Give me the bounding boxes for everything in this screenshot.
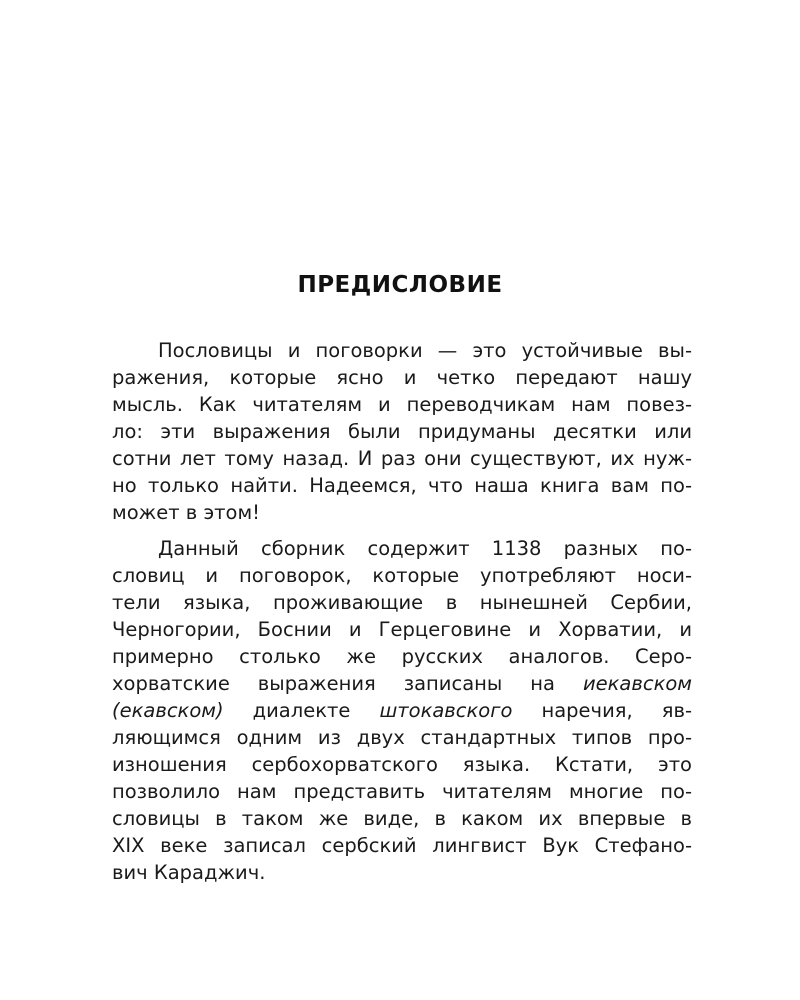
text-line: примерно столько же русских аналогов. Серо- <box>112 645 692 668</box>
text-line: сотни лет тому назад. И раз они существуют, их нуж- <box>112 447 692 470</box>
text-line: тели языка, проживающие в нынешней Сербии, <box>112 591 692 614</box>
text-line: Черногории, Боснии и Герцеговине и Хорватии, и <box>112 618 692 641</box>
italic-term: иекавском <box>582 672 693 695</box>
text-line: Данный сборник содержит 1138 разных по- <box>158 537 692 560</box>
text-line: Пословицы и поговорки — это устойчивые вы- <box>158 339 692 362</box>
text-line: изношения сербохорватского языка. Кстати, это <box>112 753 692 776</box>
page-title: ПРЕДИСЛОВИЕ <box>297 272 503 298</box>
text-line: словиц и поговорок, которые употребляют носи- <box>112 564 692 587</box>
italic-term: (екавском) <box>112 699 224 722</box>
text-line <box>112 697 692 724</box>
text-line: ло: эти выражения были придуманы десятки или <box>112 420 692 443</box>
italic-term: штокавского <box>379 699 513 722</box>
text-line: позволило нам представить читателям многие по- <box>112 780 692 803</box>
text-line: но только найти. Надеемся, что наша книга вам по- <box>112 474 692 497</box>
text-line: XIX веке записал сербский лингвист Вук Стефано- <box>112 834 692 857</box>
text-line: может в этом! <box>112 501 260 524</box>
text-fragment: хорватские выражения записаны на <box>112 672 555 695</box>
paragraph-preface-intro <box>112 337 692 526</box>
text-line: ражения, которые ясно и четко передают нашу <box>112 366 692 389</box>
text-line: словицы в таком же виде, в каком их впервые в <box>112 807 692 830</box>
paragraph-collection-description <box>112 535 692 886</box>
text-line <box>112 670 692 697</box>
text-fragment: диалекте <box>252 699 351 722</box>
text-line: ляющимся одним из двух стандартных типов про- <box>112 726 692 749</box>
text-fragment: наречия, яв- <box>541 699 693 722</box>
text-line: вич Караджич. <box>112 861 266 884</box>
text-line: мысль. Как читателям и переводчикам нам повез- <box>112 393 692 416</box>
